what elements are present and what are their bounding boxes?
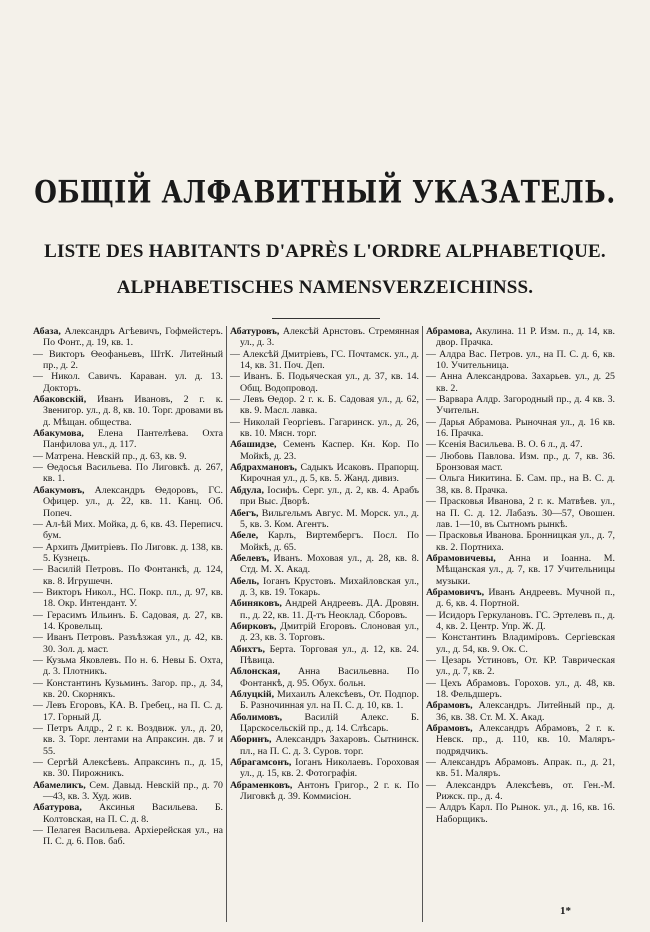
entry-details: Антонъ Григор., 2 г. к. По Лиговкѣ д. 39. Коммисіон. (240, 779, 420, 803)
entry-details: Іосифъ. Серг. ул., д. 2, кв. 4. Арабъ при Выс. Дворѣ. (240, 484, 420, 508)
directory-entry (426, 587, 615, 610)
directory-entry (230, 712, 419, 735)
entry-details: — Герасимъ Ильинъ. Б. Садовая, д. 27, кв. 14. Кровельщ. (33, 609, 223, 632)
entry-details: — Иванъ. Б. Подьяческая ул., д. 37, кв. 14. Общ. Водопровод. (230, 371, 419, 394)
directory-entry (230, 462, 419, 485)
entry-details: — Варвара Алдр. Загородный пр., д. 4 кв. 3. Учительн. (426, 394, 615, 417)
entry-details: Александръ Агѣевичъ, Гофмейстеръ. По Фонт., д. 19, кв. 1. (43, 326, 223, 349)
entry-details: — Матрена. Невскій пр., д. 63, кв. 9. (33, 450, 187, 462)
entry-details: — Пелагея Васильева. Архіерейская ул., на П. С. д. 6. Пов. баб. (33, 825, 223, 848)
entry-details: Берта. Торговая ул., д. 12, кв. 24. Пѣвица. (240, 643, 419, 666)
entry-details: — Левъ Егоровъ, КА. В. Гребец., на П. С. д. 17. Горный Д. (33, 700, 223, 723)
entry-details: — Викторъ Ѳеофаньевъ, ШтК. Литейный пр., д. 2. (33, 348, 223, 372)
entry-details: — Ксенія Васильева. В. О. 6 л., д. 47. (426, 439, 583, 451)
directory-entry (426, 723, 615, 757)
directory-entry (230, 394, 419, 417)
entry-surname: Абатурова, (33, 802, 82, 814)
directory-entry (230, 757, 419, 780)
directory-entry (426, 530, 615, 553)
entry-surname: Абрагамсонъ, (230, 757, 292, 769)
directory-entry (230, 371, 419, 394)
entry-details: — Иванъ Петровъ. Разъѣзжая ул., д. 42, кв. 30. Зол. д. маст. (33, 632, 223, 655)
entry-details: — Любовь Павлова. Изм. пр., д. 7, кв. 36. Бронзовая маст. (426, 450, 615, 474)
entry-surname: Абрамова, (426, 326, 473, 337)
entry-details: — Исидоръ Геркулановъ. ГС. Эртелевъ п., д. 4, кв. 2. Центр. Упр. Ж. Д. (426, 609, 615, 632)
directory-entry (230, 349, 419, 372)
entry-surname: Абраменковъ, (230, 779, 293, 791)
entry-details: — Алдръ Карл. По Рынок. ул., д. 16, кв. 16. Наборщикъ. (426, 802, 615, 825)
directory-entry (33, 587, 223, 610)
directory-entry (426, 394, 615, 417)
entry-details: Иванъ. Моховая ул., д. 28, кв. 8. Стд. М. Х. Акад. (240, 552, 420, 576)
entry-details: — Алдра Вас. Петров. ул., на П. С. д. 6, кв. 10. Учительница. (426, 348, 615, 372)
directory-entry (230, 576, 419, 599)
directory-entry (230, 508, 419, 531)
directory-entry (33, 462, 223, 485)
entry-details: — Анна Александрова. Захарьев. ул., д. 25 кв. 2. (426, 371, 615, 394)
directory-entry (33, 757, 223, 780)
directory-entry (33, 428, 223, 451)
directory-entry (426, 439, 615, 450)
entry-details: — Левъ Ѳедор. 2 г. к. Б. Садовая ул., д. 62, кв. 9. Масл. лавка. (230, 394, 419, 417)
directory-entry (33, 564, 223, 587)
entry-details: Елена Пантелѣева. Охта Панфилова ул., д. 117. (43, 428, 223, 451)
directory-entry (33, 394, 223, 428)
entry-details: Іоганъ Крустовъ. Михайловская ул., д. 3, кв. 19. Токарь. (240, 575, 420, 598)
french-subtitle: LISTE DES HABITANTS D'APRÈS L'ORDRE ALPHABETIQUE. (44, 241, 606, 262)
directory-entry (230, 530, 419, 553)
directory-entry (426, 780, 615, 803)
german-subtitle: ALPHABETISCHES NAMENSVERZEICHINSS. (116, 277, 534, 298)
directory-entry (33, 825, 223, 848)
entry-surname: Абиняковъ, (230, 598, 282, 610)
directory-columns (30, 326, 620, 922)
entry-details: Иванъ Андреевъ. Мучной п., д. 6, кв. 4. Портной. (436, 586, 616, 610)
entry-surname: Абаковскій, (33, 394, 87, 406)
entry-details: — Константинъ Кузьминъ. Загор. пр., д. 34, кв. 20. Скорнякъ. (33, 677, 223, 700)
directory-entry (426, 802, 615, 825)
entry-details: — Дарья Абрамова. Рыночная ул., д. 16 кв. 16. Прачка. (426, 416, 615, 440)
directory-entry (230, 621, 419, 644)
entry-details: Семенъ Каспер. Кн. Кор. По Мойкѣ, д. 23. (240, 439, 419, 462)
title-divider (272, 318, 380, 319)
entry-surname: Абрамовичевы, (426, 552, 496, 564)
directory-entry (426, 757, 615, 780)
entry-details: Андрей Андреевъ. ДА. Дровян. п., д. 22, кв. 11. Д-тъ Неоклад. Сборовъ. (240, 598, 419, 621)
entry-surname: Абихтъ, (230, 643, 266, 655)
directory-entry (33, 371, 223, 394)
directory-entry (230, 485, 419, 508)
directory-entry (426, 632, 615, 655)
directory-entry (426, 610, 615, 633)
directory-entry (33, 326, 223, 349)
directory-entry (426, 417, 615, 440)
directory-entry (426, 473, 615, 496)
entry-details: — Ольга Никитина. Б. Сам. пр., на В. С. д. 38, кв. 8. Прачка. (426, 473, 615, 496)
entry-details: — Цезарь Устиновъ, От. КР. Таврическая ул., д. 7, кв. 2. (426, 654, 615, 678)
entry-details: — Ал-ѣй Мих. Мойка, д. 6, кв. 43. Переписч. бум. (33, 518, 223, 542)
title-block (0, 175, 650, 299)
page-title: ОБЩІЙ АЛФАВИТНЫЙ УКАЗАТЕЛЬ. (34, 175, 616, 211)
entry-details: — Алексѣй Дмитріевъ, ГС. Почтамск. ул., д. 14, кв. 31. Поч. Деп. (230, 348, 419, 372)
entry-surname: Абамеликъ, (33, 779, 86, 791)
entry-details: Иванъ Ивановъ, 2 г. к. Звенигор. ул., д. 8, кв. 10. Торг. дровами въ д. Мѣщан. общества. (43, 394, 223, 428)
directory-entry (33, 700, 223, 723)
directory-entry (33, 632, 223, 655)
entry-details: Садыкъ Исаковъ. Прапорщ. Кирочная ул., д. 5, кв. 5. Жанд. дивиз. (240, 462, 419, 485)
directory-entry (426, 451, 615, 474)
entry-details: — Цехъ Абрамовъ. Горохов. ул., д. 48, кв. 18. Фельдшеръ. (426, 677, 615, 700)
directory-entry (33, 610, 223, 633)
entry-details: — Василій Петровъ. По Фонтанкѣ, д. 124, кв. 8. Игрушечн. (33, 564, 223, 587)
directory-entry (33, 802, 223, 825)
entry-details: Анна и Іоанна. М. Мѣщанская ул., д. 7, кв. 17 Учительницы музыки. (436, 552, 615, 587)
entry-details: Александръ. Литейный пр., д. 36, кв. 38. Ст. М. Х. Акад. (436, 700, 615, 723)
entry-surname: Абашидзе, (230, 439, 277, 451)
directory-entry (230, 780, 419, 803)
directory-entry (230, 644, 419, 667)
entry-surname: Абатуровъ, (230, 326, 280, 337)
column-1 (30, 326, 226, 922)
directory-entry (230, 734, 419, 757)
entry-details: Аксинья Васильева. Б. Колтовская, на П. С. д. 8. (43, 802, 224, 825)
directory-entry (33, 678, 223, 701)
directory-entry (230, 326, 419, 349)
directory-entry (426, 326, 615, 349)
entry-details: — Петръ Алдр., 2 г. к. Воздвиж. ул., д. 20, кв. 3. Торг. лентами на Апраксин. дв. 7 и 55. (33, 723, 223, 757)
entry-details: Дмитрій Егоровъ. Слоновая ул., д. 23, кв. 3. Торговъ. (240, 620, 419, 644)
entry-surname: Абрамовъ, (426, 723, 473, 735)
entry-details: — Кузьма Яковлевъ. По н. 6. Невы Б. Охта, д. 3. Плотникъ. (33, 654, 223, 678)
directory-entry (33, 655, 223, 678)
directory-entry (426, 371, 615, 394)
directory-entry (33, 451, 223, 462)
directory-entry (230, 666, 419, 689)
entry-details: — Александръ Алексѣевъ, от. Ген.-М. Рижск. пр., д. 4. (426, 779, 615, 803)
entry-details: — Николай Георгіевъ. Гагаринск. ул., д. 26, кв. 10. Мясн. торг. (230, 416, 419, 440)
entry-details: — Никол. Савичъ. Караван. ул. д. 13. Докторъ. (33, 371, 223, 394)
entry-details: — Ѳедосья Васильева. По Лиговкѣ. д. 267, кв. 1. (33, 462, 223, 485)
entry-details: Вильгельмъ Авгус. М. Морск. ул., д. 5, кв. 3. Ком. Агентъ. (240, 507, 419, 530)
entry-details: Александръ Ѳедоровъ, ГС. Офицер. ул., д. 22, кв. 11. Канц. Об. Попеч. (43, 484, 223, 519)
directory-entry (33, 519, 223, 542)
entry-details: Карлъ, Виртембергъ. Посл. По Мойкѣ, д. 65. (240, 530, 419, 553)
entry-surname: Абирковъ, (230, 620, 277, 632)
directory-entry (230, 553, 419, 576)
entry-details: Акулина. 11 Р. Изм. п., д. 14, кв. двор. Прачка. (436, 326, 615, 349)
entry-surname: Абакумовъ, (33, 484, 85, 496)
entry-details: Іоганъ Николаевъ. Гороховая ул., д. 15, кв. 2. Фотографія. (240, 757, 420, 780)
entry-surname: Абаза, (33, 326, 61, 337)
directory-entry (230, 598, 419, 621)
entry-surname: Абелевъ, (230, 552, 270, 564)
signature-mark: 1* (560, 905, 571, 917)
directory-entry (33, 780, 223, 803)
directory-entry (426, 496, 615, 530)
entry-details: — Викторъ Никол., НС. Покр. пл., д. 97, кв. 18. Окр. Интендант. У. (33, 586, 223, 610)
directory-entry (230, 439, 419, 462)
directory-entry (33, 723, 223, 757)
entry-details: — Архипъ Дмитріевъ. По Лиговк. д. 138, кв. 5. Кузнецъ. (33, 541, 223, 564)
directory-entry (426, 678, 615, 701)
directory-entry (230, 417, 419, 440)
entry-surname: Абакумова, (33, 428, 84, 440)
entry-details: — Константинъ Владиміровъ. Сергіевская ул., д. 54, кв. 9. Ок. С. (426, 632, 615, 655)
directory-entry (230, 689, 419, 712)
directory-entry (33, 542, 223, 565)
directory-entry (33, 485, 223, 519)
entry-surname: Аблуцкій, (230, 689, 275, 700)
entry-surname: Аболимовъ, (230, 711, 283, 723)
entry-surname: Абрамовичъ, (426, 586, 485, 598)
entry-surname: Абеле, (230, 530, 259, 542)
entry-details: Анна Васильевна. По Фонтанкѣ, д. 95. Обух. больн. (240, 666, 420, 689)
entry-surname: Аблонская, (230, 666, 281, 678)
entry-details: Александръ Захаровъ. Сытнинск. пл., на П. С. д. 3. Суров. торг. (240, 734, 419, 757)
entry-surname: Абдрахмановъ, (230, 462, 297, 474)
entry-details: — Прасковья Иванова, 2 г. к. Матвѣев. ул., на П. С. д. 12. Лабазъ. 30—57, Овошен. лав. 1—10, въ Сытномъ рынкѣ. (426, 496, 615, 530)
entry-surname: Абрамовъ, (426, 700, 473, 712)
directory-entry (426, 700, 615, 723)
directory-entry (426, 655, 615, 678)
directory-entry (33, 349, 223, 372)
entry-surname: Абдула, (230, 484, 264, 496)
entry-details: — Прасковья Иванова. Бронницкая ул., д. 7, кв. 2. Портниха. (426, 530, 615, 553)
directory-entry (426, 553, 615, 587)
entry-details: Михаилъ Алексѣевъ, От. Подпор. Б. Разночинная ул. на П. С. д. 10, кв. 1. (240, 689, 420, 712)
entry-details: — Сергѣй Алексѣевъ. Апраксинъ п., д. 15, кв. 30. Пирожникъ. (33, 757, 223, 780)
entry-details: Александръ Абрамовъ, 2 г. к. Невск. пр., д. 110, кв. 10. Маляръ-подрядчикъ. (436, 723, 615, 757)
entry-surname: Аборинъ, (230, 734, 272, 746)
entry-surname: Абегъ, (230, 507, 259, 519)
entry-details: Василій Алекс. Б. Царскосельскій пр., д. 14. Слѣсарь. (240, 711, 420, 735)
column-3 (422, 326, 618, 922)
entry-surname: Абель, (230, 575, 260, 587)
column-2 (226, 326, 422, 922)
entry-details: Сем. Давыд. Невскій пр., д. 70—43, кв. 3. Худ. жив. (43, 779, 223, 803)
entry-details: — Александръ Абрамовъ. Апрак. п., д. 21, кв. 51. Маляръ. (426, 757, 615, 780)
entry-details: Алексѣй Арнстовъ. Стремянная ул., д. 3. (240, 326, 419, 349)
directory-entry (426, 349, 615, 372)
